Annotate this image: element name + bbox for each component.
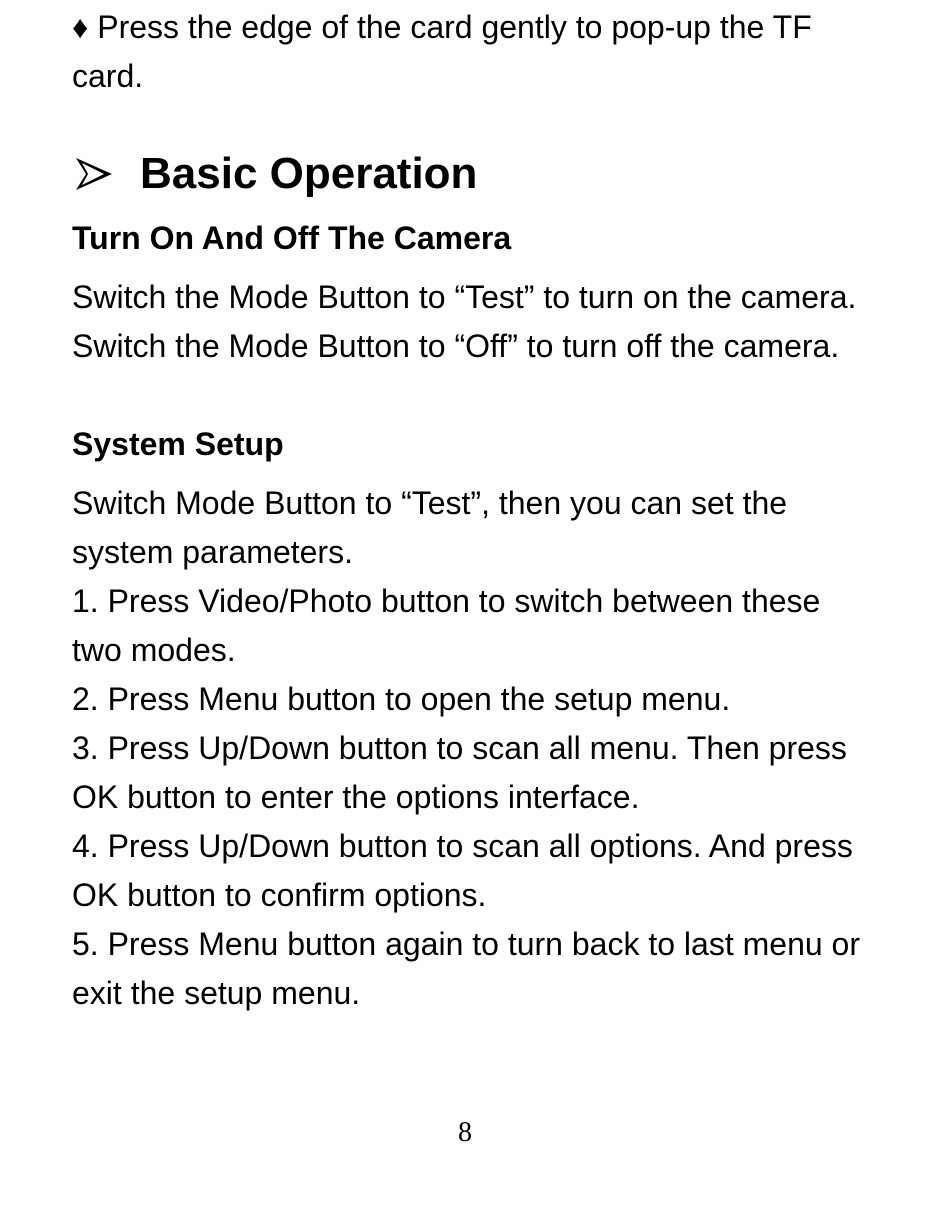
section-title: Basic Operation — [140, 149, 478, 198]
turn-off-text: Switch the Mode Button to “Off” to turn off the camera. — [72, 328, 840, 364]
arrow-bullet-icon — [74, 154, 114, 194]
intro-text: Press the edge of the card gently to pop-up the TF card. — [72, 9, 812, 94]
intro-paragraph — [72, 3, 872, 101]
setup-step: 4. Press Up/Down button to scan all options. And press OK button to confirm options. — [72, 828, 853, 913]
setup-step: 2. Press Menu button to open the setup menu. — [72, 681, 731, 717]
diamond-bullet: ♦ — [72, 9, 89, 45]
setup-step: 1. Press Video/Photo button to switch between these two modes. — [72, 583, 821, 668]
setup-step: 3. Press Up/Down button to scan all menu. Then press OK button to enter the options interface. — [72, 730, 847, 815]
manual-page — [72, 0, 872, 1018]
system-setup-heading: System Setup — [72, 426, 284, 462]
setup-steps-list — [72, 577, 872, 1018]
page-number: 8 — [458, 1117, 472, 1148]
turn-on-text: Switch the Mode Button to “Test” to turn on the camera. — [72, 279, 857, 315]
setup-step: 5. Press Menu button again to turn back to last menu or exit the setup menu. — [72, 926, 860, 1011]
section-heading — [72, 148, 872, 200]
system-setup-intro: Switch Mode Button to “Test”, then you can set the system parameters. — [72, 485, 788, 570]
turn-on-off-heading: Turn On And Off The Camera — [72, 220, 512, 256]
